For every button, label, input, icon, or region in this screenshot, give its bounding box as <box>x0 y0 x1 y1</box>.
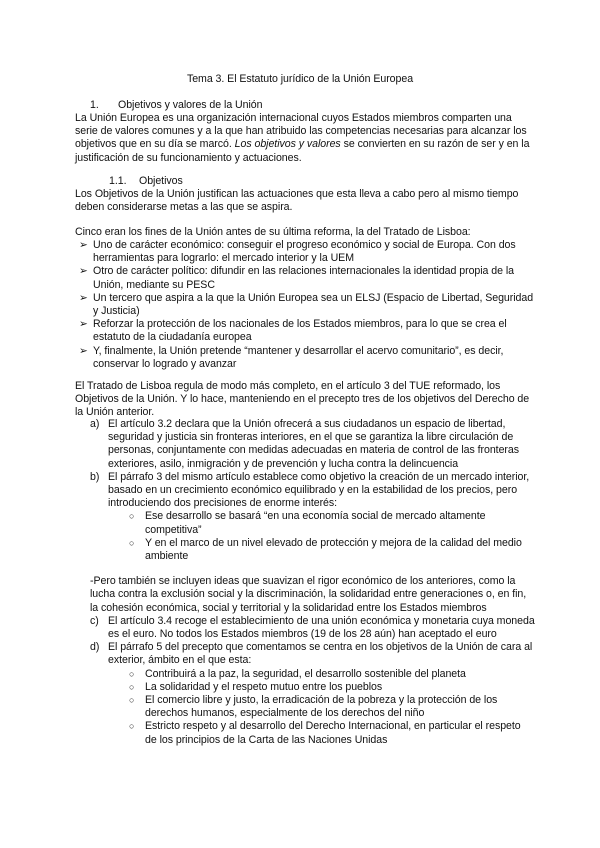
list-item <box>75 318 535 344</box>
list-letter: d) <box>90 641 100 654</box>
arrow-bullet-icon: ➢ <box>79 318 88 331</box>
list-item-text: Uno de carácter económico: conseguir el progreso económico y social de Europa. Con dos herramientas para lograrlo: el mercado interior y la UEM <box>93 239 516 265</box>
sub-list-item <box>75 720 535 746</box>
sub-list-item-text: El comercio libre y justo, la erradicación de la pobreza y la protección de los derechos humanos, especialmente de los derechos del niño <box>145 694 498 720</box>
section-1-text-italic: Los objetivos y valores <box>234 138 341 151</box>
sub-list-item <box>75 668 535 681</box>
circle-bullet-icon: ○ <box>129 681 135 692</box>
arrow-bullet-icon: ➢ <box>79 239 88 251</box>
sub-list-item-text: Ese desarrollo se basará “en una economía social de mercado altamente competitiva” <box>145 510 486 536</box>
list-item-b <box>75 471 535 563</box>
sub-list-item-text: La solidaridad y el respeto mutuo entre los pueblos <box>145 680 383 693</box>
circle-bullet-icon: ○ <box>129 537 135 548</box>
section-1-text-end: se convierten en su razón de ser y en la justificación de su funcionamiento y actuaciones. <box>75 138 530 164</box>
list-item <box>75 265 535 291</box>
section-1-number: 1. <box>90 99 99 111</box>
section-1-paragraph <box>75 112 535 165</box>
section-1-1-paragraph: Los Objetivos de la Unión justifican las actuaciones que esta lleva a cabo pero al mismo tiempo deben considerarse metas a las que se aspira. <box>75 188 519 214</box>
circle-bullet-icon: ○ <box>129 695 135 706</box>
list-item-text: Otro de carácter político: difundir en las relaciones internacionales la identidad propia de la Unión, mediante su PESC <box>93 265 515 291</box>
section-1-title: Objetivos y valores de la Unión <box>118 99 263 111</box>
section-1-text-start: La Unión Europea es una organización internacional cuyos Estados miembros comparten una serie de valores comunes y a la que han atribuido las competencias necesarias para alcanzar los objetivos que en su día se marcó. <box>75 112 527 151</box>
circle-bullet-icon: ○ <box>129 721 135 732</box>
objectives-list <box>75 418 535 747</box>
tue-paragraph: El Tratado de Lisboa regula de modo más completo, en el artículo 3 del TUE reformado, los Objetivos de la Unión. Y lo hace, manteniendo en el precepto tres de los objetivos del Derecho de la Unión anterior. <box>75 380 530 419</box>
list-item-c <box>75 615 535 641</box>
list-item-text: Reforzar la protección de los nacionales de los Estados miembros, para lo que se crea el estatuto de la ciudadanía europea <box>93 318 507 344</box>
sub-list-item <box>75 694 535 720</box>
list-item-text: El artículo 3.4 recoge el establecimiento de una unión económica y monetaria cuya moneda es el euro. No todos los Estados miembros (19 de los 28 aún) han aceptado el euro <box>108 614 535 641</box>
fines-list <box>75 239 535 371</box>
sub-list <box>75 668 535 747</box>
list-item <box>75 239 535 265</box>
list-item-d <box>75 641 535 747</box>
list-item-text: Un tercero que aspira a la que la Unión Europea sea un ELSJ (Espacio de Libertad, Seguridad y Justicia) <box>93 291 534 318</box>
document-title: Tema 3. El Estatuto jurídico de la Unión Europea <box>186 73 414 85</box>
arrow-bullet-icon: ➢ <box>79 291 88 304</box>
sub-list-item-text: Y en el marco de un nivel elevado de protección y mejora de la calidad del medio ambiente <box>145 536 522 563</box>
sub-list-item <box>75 681 535 694</box>
arrow-bullet-icon: ➢ <box>79 344 88 357</box>
arrow-bullet-icon: ➢ <box>79 265 88 278</box>
circle-bullet-icon: ○ <box>129 511 135 522</box>
list-item-text: El artículo 3.2 declara que la Unión ofrecerá a sus ciudadanos un espacio de libertad, seguridad y justicia sin fronteras interiores, en el que se garantiza la libre circulación de personas, conjuntamente con medidas adecuadas en materia de control de las fronteras exteriores, asilo, inmigración y de prevención y lucha contra la delincuencia <box>108 418 519 470</box>
section-1-1-heading <box>109 175 183 188</box>
sub-list-item <box>75 537 535 563</box>
sub-list <box>75 510 535 563</box>
list-item <box>75 345 535 371</box>
section-1-1-title: Objetivos <box>139 175 183 187</box>
list-item <box>75 292 535 318</box>
lisboa-intro: Cinco eran los fines de la Unión antes de su última reforma, la del Tratado de Lisboa: <box>75 226 471 238</box>
list-item-text: Y, finalmente, la Unión pretende “mantener y desarrollar el acervo comunitario”, es decir, conservar lo logrado y avanzar <box>93 344 504 370</box>
sub-list-item-text: Contribuirá a la paz, la seguridad, el desarrollo sostenible del planeta <box>145 667 466 680</box>
list-letter: c) <box>90 614 99 627</box>
sub-list-item <box>75 510 535 536</box>
section-1-1-number: 1.1. <box>109 175 127 187</box>
list-letter: b) <box>90 470 100 483</box>
section-1-heading <box>90 99 262 112</box>
item-b-note: -Pero también se incluyen ideas que suavizan el rigor económico de los anteriores, como la lucha contra la exclusión social y la discriminación, la solidaridad entre generaciones o, en fin, la cohesión económica, social y territorial y la solidaridad entre los Estados miembros <box>90 575 527 614</box>
circle-bullet-icon: ○ <box>129 668 135 679</box>
list-letter: a) <box>90 418 100 430</box>
list-item-a <box>75 418 535 471</box>
list-item-text: El párrafo 3 del mismo artículo establece como objetivo la creación de un mercado interior, basado en un crecimiento económico equilibrado y en la estabilidad de los precios, pero introduciendo dos precisiones de enorme interés: <box>108 470 530 510</box>
list-item-text: El párrafo 5 del precepto que comentamos se centra en los objetivos de la Unión de cara al exterior, ámbito en el que esta: <box>108 641 533 667</box>
sub-list-item-text: Estricto respeto y al desarrollo del Derecho Internacional, en particular el respeto de los principios de la Carta de las Naciones Unidas <box>145 720 521 746</box>
